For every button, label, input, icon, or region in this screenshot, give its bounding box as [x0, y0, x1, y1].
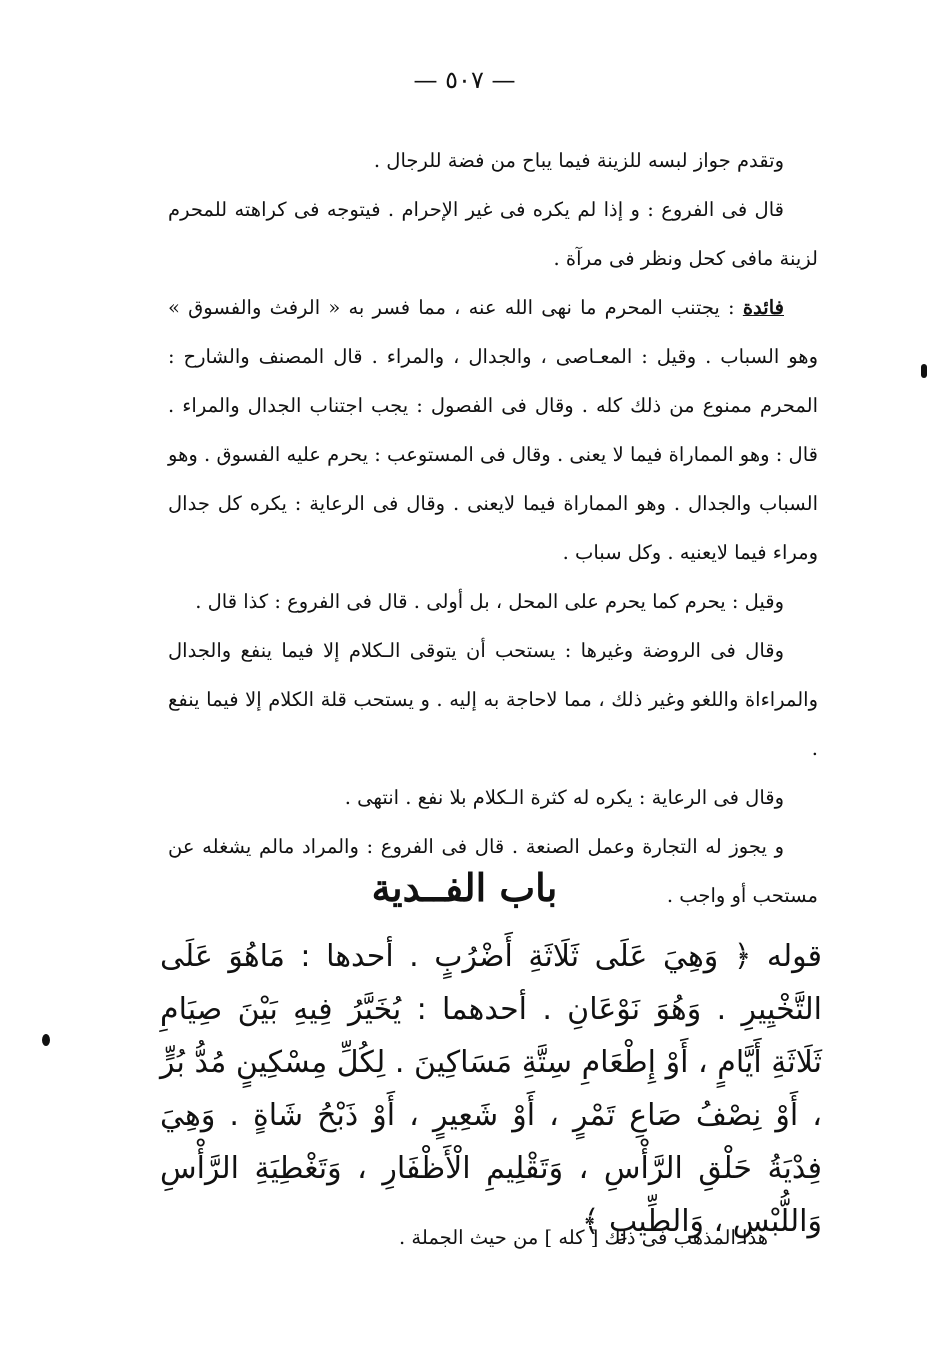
page-number: — ٥٠٧ —	[413, 66, 516, 94]
body-text	[168, 136, 818, 920]
paragraph-5: وقال فى الروضة وغيرها : يستحب أن يتوقى الـكلام إلا فيما ينفع والجدال والمراءاة واللغو وغير ذلك ، مما لاحاجة به إليه . و يستحب قلة الكلام إلا فيما ينفع .	[168, 639, 818, 760]
section-title: باب الفــدية	[371, 865, 558, 910]
paragraph-6: وقال فى الرعاية : يكره له كثرة الـكلام بلا نفع . انتهى .	[344, 786, 784, 809]
margin-dot	[42, 1034, 50, 1046]
paragraph-7: و يجوز له التجارة وعمل الصنعة . قال فى الفروع : والمراد مالم يشغله عن مستحب أو واجب .	[168, 835, 818, 907]
paragraph-1: وتقدم جواز لبسه للزينة فيما يباح من فضة للرجال .	[373, 149, 784, 172]
quoted-text: قوله ﴿ وَهِيَ عَلَى ثَلَاثَةِ أَضْرُبٍ . أحدها : مَاهُوَ عَلَى التَّخْيِيرِ . وَهُوَ نَوْعَانِ . أحدهما : يُخَيَّرُ فِيهِ بَيْنَ صِيَامِ ثَلَاثَةِ أَيَّامٍ ، أَوْ إِطْعَامِ سِتَّةِ مَسَاكِينَ . لِكُلِّ مِسْكِينٍ مُدُّ بُرٍّ ، أَوْ نِصْفُ صَاعِ تَمْرٍ ، أَوْ شَعِيرٍ ، أَوْ ذَبْحُ شَاةٍ . وَهِيَ فِدْيَةُ حَلْقِ الرَّأْسِ ، وَتَقْلِيمِ الْأَظْفَارِ ، وَتَغْطِيَةِ الرَّأْسِ وَاللُّبْسِ ، وَالطِّيبِ ﴾	[160, 939, 822, 1239]
paragraph-3	[168, 283, 818, 577]
paragraph-4: وقيل : يحرم كما يحرم على المحل ، بل أولى . قال فى الفروع : كذا قال .	[195, 590, 784, 613]
paragraph-3-text: : يجتنب المحرم ما نهى الله عنه ، مما فسر به « الرفث والفسوق » وهو السباب . وقيل : المعـاصى ، والجدال ، والمراء . قال المصنف والشارح : المحرم ممنوع من ذلك كله . وقال فى الفصول : يجب اجتناب الجدال والمراء . قال : وهو المماراة فيما لا يعنى . وقال فى المستوعب : يحرم عليه الفسوق . وهو السباب والجدال . وهو المماراة فيما لايعنى . وقال فى الرعاية : يكره كل جدال ومراء فيما لايعنيه . وكل سباب .	[168, 296, 818, 564]
paragraph-2: قال فى الفروع : و إذا لم يكره فى غير الإحرام . فيتوجه فى كراهته للمحرم لزينة مافى كحل ونظر فى مرآة .	[168, 198, 818, 270]
note-term: فائدة	[742, 296, 784, 319]
closing-line: هذا المذهب فى ذلك [ كله ] من حيث الجملة .	[399, 1226, 768, 1249]
margin-mark	[921, 364, 927, 378]
